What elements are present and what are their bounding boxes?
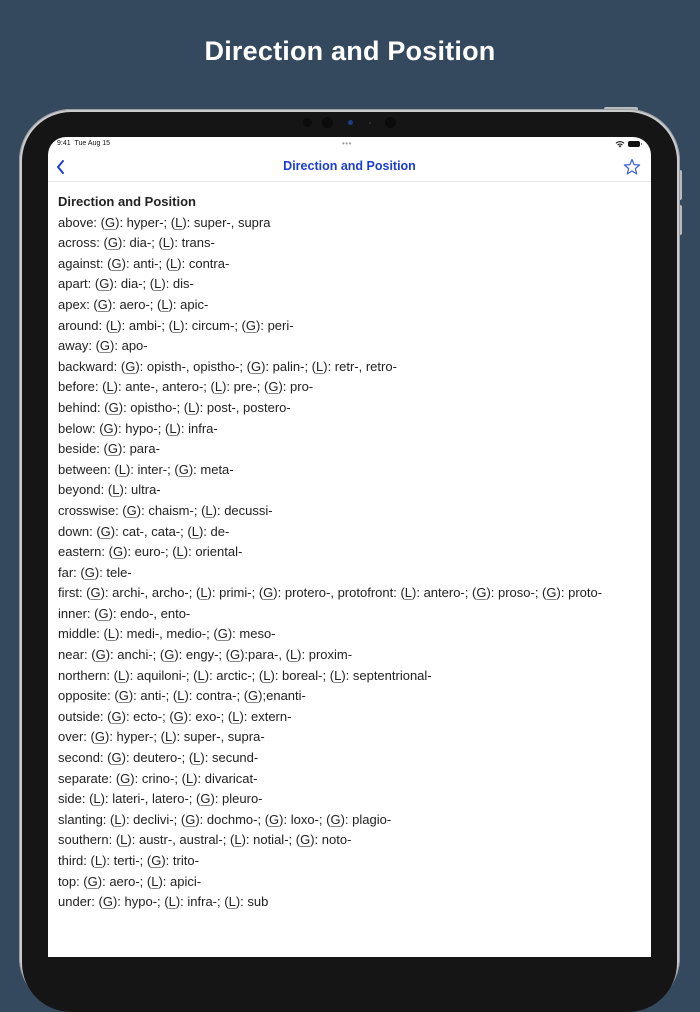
list-item: across: (G): dia-; (L): trans- bbox=[58, 235, 215, 251]
greek-link[interactable]: G bbox=[178, 461, 189, 477]
greek-link[interactable]: G bbox=[108, 399, 119, 415]
latin-link[interactable]: L bbox=[334, 667, 342, 683]
list-item: down: (G): cat-, cata-; (L): de- bbox=[58, 523, 230, 539]
content-heading: Direction and Position bbox=[58, 194, 196, 209]
greek-link[interactable]: G bbox=[97, 296, 108, 312]
navigation-bar bbox=[48, 153, 651, 182]
greek-link[interactable]: G bbox=[98, 605, 109, 621]
list-item: outside: (G): ecto-; (G): exo-; (L): extern- bbox=[58, 708, 292, 724]
list-item: third: (L): terti-; (G): trito- bbox=[58, 853, 199, 868]
list-item: northern: (L): aquiloni-; (L): arctic-; (L): boreal-; (L): septentrional- bbox=[58, 667, 432, 683]
latin-link[interactable]: L bbox=[200, 585, 208, 601]
greek-link[interactable]: G bbox=[250, 358, 262, 374]
greek-link[interactable]: G bbox=[118, 688, 129, 704]
latin-link[interactable]: L bbox=[193, 750, 201, 766]
list-item: backward: (G): opisth-, opistho-; (G): palin-; (L): retr-, retro- bbox=[58, 358, 397, 374]
status-bar bbox=[48, 137, 651, 153]
latin-link[interactable]: L bbox=[228, 894, 236, 910]
latin-link[interactable]: L bbox=[118, 667, 126, 683]
latin-link[interactable]: L bbox=[191, 523, 199, 539]
status-clock: 9:41 bbox=[57, 140, 71, 147]
latin-link[interactable]: L bbox=[93, 791, 101, 807]
greek-link[interactable]: G bbox=[99, 276, 110, 292]
greek-link[interactable]: G bbox=[90, 585, 101, 601]
greek-link[interactable]: G bbox=[263, 585, 274, 601]
list-item: slanting: (L): declivi-; (G): dochmo-; (G): loxo-; (G): plagio- bbox=[58, 811, 392, 827]
promo-title: Direction and Position bbox=[204, 36, 496, 66]
greek-link[interactable]: G bbox=[476, 585, 487, 601]
list-item: side: (L): lateri-, latero-; (G): pleuro- bbox=[58, 791, 263, 807]
list-item: apex: (G): aero-; (L): apic- bbox=[58, 296, 209, 312]
greek-link[interactable]: G bbox=[229, 647, 241, 663]
greek-link[interactable]: G bbox=[125, 358, 136, 374]
latin-link[interactable]: L bbox=[170, 255, 178, 271]
latin-link[interactable]: L bbox=[112, 482, 120, 498]
multitask-dots-icon[interactable]: ••• bbox=[342, 139, 352, 148]
latin-link[interactable]: L bbox=[185, 770, 194, 786]
greek-link[interactable]: G bbox=[126, 502, 137, 518]
greek-link[interactable]: G bbox=[102, 894, 113, 910]
latin-link[interactable]: L bbox=[232, 708, 240, 724]
list-item: beside: (G): para- bbox=[58, 441, 160, 457]
list-item: away: (G): apo- bbox=[58, 338, 148, 354]
nav-title: Direction and Position bbox=[283, 159, 416, 173]
list-item: before: (L): ante-, antero-; (L): pre-; (G): pro- bbox=[58, 379, 314, 395]
list-item: inner: (G): endo-, ento- bbox=[58, 605, 191, 621]
list-item: apart: (G): dia-; (L): dis- bbox=[58, 276, 194, 292]
camera-icon bbox=[348, 120, 353, 125]
list-item: behind: (G): opistho-; (L): post-, postero- bbox=[58, 399, 291, 415]
greek-link[interactable]: G bbox=[245, 317, 257, 333]
latin-link[interactable]: L bbox=[169, 420, 177, 436]
list-item: under: (G): hypo-; (L): infra-; (L): sub bbox=[58, 894, 269, 910]
latin-link[interactable]: L bbox=[107, 626, 116, 642]
greek-link[interactable]: G bbox=[105, 214, 116, 230]
latin-link[interactable]: L bbox=[110, 317, 118, 333]
greek-link[interactable]: G bbox=[173, 708, 184, 724]
list-item: crosswise: (G): chaism-; (L): decussi- bbox=[58, 502, 273, 518]
greek-link[interactable]: G bbox=[268, 379, 279, 395]
latin-link[interactable]: L bbox=[289, 647, 298, 663]
latin-link[interactable]: L bbox=[162, 235, 171, 251]
content-area bbox=[58, 194, 643, 915]
latin-link[interactable]: L bbox=[263, 667, 271, 683]
greek-link[interactable]: G bbox=[111, 255, 122, 271]
greek-link[interactable]: G bbox=[111, 750, 122, 766]
greek-link[interactable]: G bbox=[100, 523, 111, 539]
latin-link[interactable]: L bbox=[177, 688, 185, 704]
greek-link[interactable]: G bbox=[269, 811, 280, 827]
greek-link[interactable]: G bbox=[111, 708, 122, 724]
sensor-dot bbox=[369, 122, 371, 124]
greek-link[interactable]: G bbox=[217, 626, 228, 642]
greek-link[interactable]: G bbox=[84, 564, 95, 580]
battery-icon bbox=[628, 141, 640, 147]
greek-link[interactable]: G bbox=[330, 811, 341, 827]
greek-link[interactable]: G bbox=[87, 873, 98, 889]
greek-link[interactable]: G bbox=[120, 770, 131, 786]
latin-link[interactable]: L bbox=[164, 729, 173, 745]
list-item: first: (G): archi-, archo-; (L): primi-; (G): protero-, protofront: (L): antero-; (G): proso-; (G): proto- bbox=[58, 585, 603, 601]
greek-link[interactable]: G bbox=[151, 853, 162, 868]
star-outline-icon bbox=[622, 157, 642, 177]
list-item: southern: (L): austr-, austral-; (L): notial-; (G): noto- bbox=[58, 832, 352, 848]
greek-link[interactable]: G bbox=[94, 729, 105, 745]
greek-link[interactable]: G bbox=[200, 791, 211, 807]
latin-link[interactable]: L bbox=[120, 832, 128, 848]
latin-link[interactable]: L bbox=[94, 853, 103, 868]
list-item: beyond: (L): ultra- bbox=[58, 482, 161, 498]
sensor-dot bbox=[385, 117, 396, 128]
latin-link[interactable]: L bbox=[154, 276, 162, 292]
greek-link[interactable]: G bbox=[107, 235, 118, 251]
latin-link[interactable]: L bbox=[172, 317, 181, 333]
greek-link[interactable]: G bbox=[185, 811, 196, 827]
greek-link[interactable]: G bbox=[107, 441, 119, 457]
list-item: over: (G): hyper-; (L): super-, supra- bbox=[58, 729, 265, 745]
list-item: between: (L): inter-; (G): meta- bbox=[58, 461, 234, 477]
list-item: top: (G): aero-; (L): apici- bbox=[58, 873, 202, 889]
status-time bbox=[57, 140, 110, 147]
list-item: second: (G): deutero-; (L): secund- bbox=[58, 750, 259, 766]
latin-link[interactable]: L bbox=[168, 894, 176, 910]
latin-link[interactable]: L bbox=[161, 296, 169, 312]
status-date: Tue Aug 15 bbox=[74, 140, 111, 147]
greek-link[interactable]: G bbox=[99, 338, 111, 354]
latin-link[interactable]: L bbox=[197, 667, 205, 683]
favorite-button[interactable] bbox=[622, 157, 642, 177]
latin-link[interactable]: L bbox=[214, 379, 223, 395]
sensor-dot bbox=[322, 117, 333, 128]
list-item: separate: (G): crino-; (L): divaricat- bbox=[58, 770, 258, 786]
greek-link[interactable]: G bbox=[95, 647, 106, 663]
list-item: opposite: (G): anti-; (L): contra-; (G);enanti- bbox=[58, 688, 306, 704]
greek-link[interactable]: G bbox=[546, 585, 557, 601]
latin-link[interactable]: L bbox=[106, 379, 114, 395]
latin-link[interactable]: L bbox=[114, 811, 122, 827]
list-item: far: (G): tele- bbox=[58, 564, 132, 580]
latin-link[interactable]: L bbox=[175, 214, 183, 230]
list-item: around: (L): ambi-; (L): circum-; (G): peri- bbox=[58, 317, 294, 333]
list-item: below: (G): hypo-; (L): infra- bbox=[58, 420, 218, 436]
list-item: middle: (L): medi-, medio-; (G): meso- bbox=[58, 626, 276, 642]
latin-link[interactable]: L bbox=[151, 873, 159, 889]
list-item: near: (G): anchi-; (G): engy-; (G):para-, (L): proxim- bbox=[58, 647, 353, 663]
latin-link[interactable]: L bbox=[205, 502, 213, 518]
list-item: against: (G): anti-; (L): contra- bbox=[58, 255, 230, 271]
latin-link[interactable]: L bbox=[176, 544, 184, 560]
greek-link[interactable]: G bbox=[103, 420, 114, 436]
latin-link[interactable]: L bbox=[316, 358, 324, 374]
latin-link[interactable]: L bbox=[404, 585, 413, 601]
list-item: above: (G): hyper-; (L): super-, supra bbox=[58, 214, 271, 230]
entry-list bbox=[58, 215, 643, 915]
app-screen bbox=[48, 137, 651, 957]
greek-link[interactable]: G bbox=[300, 832, 311, 848]
greek-link[interactable]: G bbox=[112, 544, 124, 560]
latin-link[interactable]: L bbox=[118, 461, 126, 477]
greek-link[interactable]: G bbox=[248, 688, 259, 704]
list-item: eastern: (G): euro-; (L): oriental- bbox=[58, 544, 243, 560]
wifi-icon bbox=[615, 140, 625, 148]
latin-link[interactable]: L bbox=[188, 399, 196, 415]
greek-link[interactable]: G bbox=[164, 647, 175, 663]
latin-link[interactable]: L bbox=[234, 832, 242, 848]
sensor-dot bbox=[303, 118, 312, 127]
